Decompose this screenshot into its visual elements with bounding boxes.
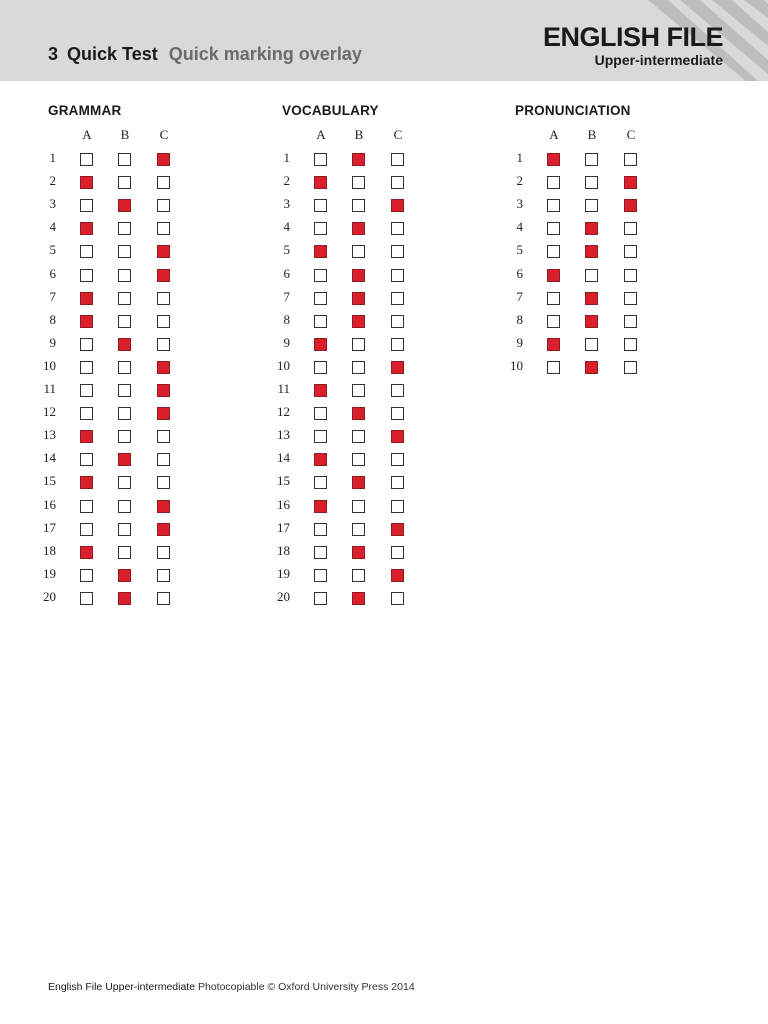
answer-box-c-marked xyxy=(157,245,170,258)
answer-box-a xyxy=(547,361,560,374)
answer-box-a xyxy=(80,269,93,282)
question-row xyxy=(282,335,482,358)
answer-box-a xyxy=(80,199,93,212)
question-number: 5 xyxy=(49,242,56,258)
answer-box-c xyxy=(624,269,637,282)
question-row xyxy=(43,519,248,543)
answer-box-a xyxy=(314,407,327,420)
question-number: 2 xyxy=(49,173,56,189)
answer-box-b xyxy=(118,407,131,420)
question-row xyxy=(515,312,715,335)
answer-box-b xyxy=(352,361,365,374)
question-row xyxy=(48,312,248,335)
question-row xyxy=(282,242,482,265)
column-label-c: C xyxy=(159,127,169,142)
question-row xyxy=(277,588,482,612)
answer-box-b-marked xyxy=(352,407,365,420)
answer-box-a xyxy=(314,546,327,559)
question-row xyxy=(277,519,482,543)
answer-box-b-marked xyxy=(352,476,365,489)
question-row xyxy=(43,357,248,381)
answer-box-b xyxy=(118,523,131,536)
answer-box-c xyxy=(157,176,170,189)
question-number: 14 xyxy=(277,450,290,466)
question-row xyxy=(48,150,248,173)
answer-box-b xyxy=(585,338,598,351)
answer-box-c xyxy=(391,453,404,466)
question-number: 1 xyxy=(49,150,56,165)
answer-box-a xyxy=(314,430,327,443)
question-row xyxy=(43,473,248,496)
answer-box-a xyxy=(80,592,93,605)
answer-box-a xyxy=(80,453,93,466)
answer-box-c xyxy=(624,315,637,328)
answer-box-a-marked xyxy=(314,245,327,258)
answer-box-b xyxy=(352,245,365,258)
answer-box-b xyxy=(118,500,131,513)
answer-box-b-marked xyxy=(585,361,598,374)
answer-box-a xyxy=(547,199,560,212)
question-row xyxy=(282,266,482,289)
answer-box-a xyxy=(80,361,93,374)
question-number: 19 xyxy=(277,565,290,581)
answer-box-c-marked xyxy=(157,269,170,282)
question-row xyxy=(48,219,248,242)
question-number: 12 xyxy=(43,404,56,420)
answer-box-a-marked xyxy=(314,453,327,466)
answer-box-a xyxy=(314,476,327,489)
answer-box-a xyxy=(547,222,560,235)
question-row xyxy=(515,219,715,242)
answer-box-c xyxy=(157,315,170,328)
question-number: 4 xyxy=(283,219,290,235)
question-row xyxy=(515,150,715,173)
question-number: 10 xyxy=(43,357,56,373)
answer-box-c xyxy=(391,592,404,605)
answer-box-c xyxy=(157,199,170,212)
answer-box-c xyxy=(157,569,170,582)
answer-box-a xyxy=(547,245,560,258)
question-row xyxy=(282,150,482,173)
question-number: 11 xyxy=(277,381,290,396)
answer-box-a-marked xyxy=(547,338,560,351)
question-number: 5 xyxy=(516,242,523,258)
question-row xyxy=(43,588,248,612)
answer-box-c-marked xyxy=(157,153,170,166)
question-number: 16 xyxy=(43,496,56,512)
question-number: 11 xyxy=(43,381,56,396)
question-number: 15 xyxy=(277,473,290,489)
answer-box-b xyxy=(118,222,131,235)
answer-box-c-marked xyxy=(157,523,170,536)
question-row xyxy=(515,335,715,358)
answer-box-c xyxy=(391,476,404,489)
answer-box-a-marked xyxy=(547,153,560,166)
page-subtitle: Quick marking overlay xyxy=(168,44,362,64)
answer-box-b xyxy=(118,292,131,305)
answer-box-c-marked xyxy=(391,361,404,374)
question-row xyxy=(277,473,482,496)
question-number: 15 xyxy=(43,473,56,489)
answer-box-b xyxy=(585,176,598,189)
answer-box-c-marked xyxy=(391,523,404,536)
answer-box-b xyxy=(585,269,598,282)
answer-box-b xyxy=(585,153,598,166)
answer-box-b-marked xyxy=(352,546,365,559)
question-number: 6 xyxy=(283,265,290,281)
answer-box-b-marked xyxy=(352,292,365,305)
answer-box-c xyxy=(624,338,637,351)
question-number: 2 xyxy=(516,173,523,189)
answer-box-b-marked xyxy=(118,569,131,582)
answer-box-b-marked xyxy=(118,199,131,212)
answer-box-a-marked xyxy=(80,315,93,328)
answer-box-c xyxy=(157,592,170,605)
answer-box-c-marked xyxy=(391,199,404,212)
question-row xyxy=(43,496,248,520)
answer-box-c xyxy=(624,222,637,235)
question-row xyxy=(510,357,715,381)
question-row xyxy=(277,496,482,520)
question-row xyxy=(282,173,482,196)
question-number: 20 xyxy=(277,588,290,604)
question-row xyxy=(43,427,248,450)
question-row xyxy=(43,404,248,427)
page-footer xyxy=(48,981,415,993)
brand-level: Upper-intermediate xyxy=(594,52,723,68)
answer-box-b xyxy=(118,176,131,189)
column-label-a: A xyxy=(316,127,326,142)
answer-box-c-marked xyxy=(391,569,404,582)
answer-box-b xyxy=(118,546,131,559)
answer-box-b-marked xyxy=(585,292,598,305)
question-row xyxy=(48,196,248,219)
question-row xyxy=(43,381,248,404)
answer-box-a xyxy=(314,153,327,166)
answer-box-c xyxy=(391,245,404,258)
question-row xyxy=(277,381,482,404)
section-title: PRONUNCIATION xyxy=(515,103,631,118)
question-number: 1 xyxy=(516,150,523,165)
section-title: GRAMMAR xyxy=(48,103,122,118)
answer-box-b xyxy=(118,245,131,258)
answer-box-b xyxy=(352,453,365,466)
question-number: 16 xyxy=(277,496,290,512)
answer-box-b xyxy=(118,430,131,443)
test-label: Quick Test xyxy=(67,44,158,64)
column-label-a: A xyxy=(549,127,559,142)
answer-box-a xyxy=(80,384,93,397)
question-number: 2 xyxy=(283,173,290,189)
question-number: 3 xyxy=(49,196,56,212)
answer-box-a xyxy=(547,292,560,305)
answer-box-a xyxy=(314,315,327,328)
answer-box-b xyxy=(118,384,131,397)
question-row xyxy=(277,542,482,566)
answer-box-c-marked xyxy=(391,430,404,443)
answer-box-b-marked xyxy=(352,592,365,605)
answer-box-a-marked xyxy=(80,476,93,489)
column-label-b: B xyxy=(354,127,364,142)
question-number: 9 xyxy=(283,334,290,350)
answer-box-b xyxy=(352,500,365,513)
column-label-c: C xyxy=(393,127,403,142)
question-row xyxy=(277,427,482,450)
answer-box-a xyxy=(80,523,93,536)
answer-box-a-marked xyxy=(314,338,327,351)
answer-box-a xyxy=(314,569,327,582)
answer-box-b-marked xyxy=(352,153,365,166)
answer-box-c xyxy=(157,292,170,305)
answer-box-b xyxy=(352,199,365,212)
footer-copyright: Photocopiable © Oxford University Press 2014 xyxy=(195,981,415,993)
answer-box-a xyxy=(80,338,93,351)
answer-box-c-marked xyxy=(624,176,637,189)
answer-box-c-marked xyxy=(157,500,170,513)
question-number: 20 xyxy=(43,588,56,604)
question-number: 9 xyxy=(49,334,56,350)
question-number: 13 xyxy=(277,427,290,443)
question-number: 13 xyxy=(43,427,56,443)
answer-box-c xyxy=(391,407,404,420)
answer-box-c xyxy=(391,338,404,351)
answer-box-a xyxy=(547,315,560,328)
answer-box-b-marked xyxy=(352,222,365,235)
answer-box-c xyxy=(391,546,404,559)
question-number: 8 xyxy=(283,311,290,327)
answer-box-b-marked xyxy=(118,453,131,466)
answer-box-a xyxy=(80,153,93,166)
question-row xyxy=(515,196,715,219)
answer-box-a xyxy=(80,500,93,513)
answer-box-a xyxy=(314,523,327,536)
question-row xyxy=(282,219,482,242)
answer-box-c xyxy=(157,546,170,559)
answer-box-b xyxy=(352,384,365,397)
answer-box-a xyxy=(547,176,560,189)
answer-box-c xyxy=(391,500,404,513)
question-number: 10 xyxy=(510,357,523,373)
question-number: 8 xyxy=(516,311,523,327)
answer-box-b-marked xyxy=(118,338,131,351)
column-label-a: A xyxy=(82,127,92,142)
answer-box-a xyxy=(80,245,93,258)
answer-box-b xyxy=(118,315,131,328)
question-number: 7 xyxy=(516,288,523,304)
question-number: 4 xyxy=(49,219,56,235)
column-label-b: B xyxy=(120,127,130,142)
question-row xyxy=(277,450,482,473)
answer-box-b xyxy=(118,476,131,489)
answer-box-b-marked xyxy=(352,269,365,282)
answer-box-b xyxy=(352,176,365,189)
question-number: 17 xyxy=(277,519,290,535)
answer-box-b-marked xyxy=(585,315,598,328)
question-row xyxy=(277,357,482,381)
answer-box-a-marked xyxy=(547,269,560,282)
question-number: 3 xyxy=(516,196,523,212)
answer-box-c xyxy=(391,292,404,305)
question-row xyxy=(515,173,715,196)
answer-box-a xyxy=(314,292,327,305)
answer-box-a-marked xyxy=(80,292,93,305)
question-number: 18 xyxy=(43,542,56,558)
answer-box-c xyxy=(624,292,637,305)
column-label-c: C xyxy=(626,127,636,142)
answer-box-b xyxy=(352,569,365,582)
question-row xyxy=(282,312,482,335)
question-number: 12 xyxy=(277,404,290,420)
answer-box-b xyxy=(352,523,365,536)
question-row xyxy=(515,289,715,312)
question-number: 7 xyxy=(49,288,56,304)
answer-box-c xyxy=(157,453,170,466)
question-row xyxy=(277,404,482,427)
question-row xyxy=(48,173,248,196)
answer-box-c xyxy=(391,176,404,189)
question-number: 9 xyxy=(516,334,523,350)
question-number: 10 xyxy=(277,357,290,373)
page-title xyxy=(48,44,362,65)
question-number: 6 xyxy=(516,265,523,281)
answer-box-c-marked xyxy=(157,361,170,374)
question-row xyxy=(48,335,248,358)
column-label-b: B xyxy=(587,127,597,142)
question-number: 1 xyxy=(283,150,290,165)
question-row xyxy=(48,242,248,265)
answer-box-c xyxy=(391,222,404,235)
answer-box-a-marked xyxy=(80,430,93,443)
question-number: 7 xyxy=(283,288,290,304)
question-number: 4 xyxy=(516,219,523,235)
answer-box-a-marked xyxy=(80,176,93,189)
question-row xyxy=(48,266,248,289)
question-row xyxy=(48,289,248,312)
answer-box-a xyxy=(314,361,327,374)
question-number: 8 xyxy=(49,311,56,327)
answer-box-c xyxy=(624,153,637,166)
question-number: 5 xyxy=(283,242,290,258)
answer-box-a xyxy=(314,269,327,282)
answer-box-c xyxy=(624,361,637,374)
page-header xyxy=(0,0,768,81)
answer-box-a xyxy=(314,199,327,212)
question-row xyxy=(43,565,248,589)
question-row xyxy=(515,266,715,289)
answer-box-b-marked xyxy=(585,222,598,235)
question-row xyxy=(277,565,482,589)
question-row xyxy=(43,542,248,566)
answer-box-b xyxy=(118,269,131,282)
answer-box-a xyxy=(80,407,93,420)
question-number: 18 xyxy=(277,542,290,558)
answer-box-c xyxy=(391,384,404,397)
question-number: 19 xyxy=(43,565,56,581)
answer-box-a xyxy=(314,592,327,605)
answer-box-a-marked xyxy=(80,222,93,235)
answer-box-c xyxy=(391,269,404,282)
answer-box-b xyxy=(118,153,131,166)
question-number: 14 xyxy=(43,450,56,466)
answer-box-b xyxy=(352,430,365,443)
answer-box-a xyxy=(314,222,327,235)
answer-box-c xyxy=(157,338,170,351)
question-number: 17 xyxy=(43,519,56,535)
answer-box-a-marked xyxy=(314,176,327,189)
footer-title: English File Upper-intermediate xyxy=(48,981,196,993)
answer-box-c xyxy=(624,245,637,258)
answer-box-c xyxy=(391,315,404,328)
test-number: 3 xyxy=(48,44,59,64)
question-number: 6 xyxy=(49,265,56,281)
answer-box-a xyxy=(80,569,93,582)
question-row xyxy=(515,242,715,265)
brand-name: ENGLISH FILE xyxy=(542,22,723,52)
answer-box-b-marked xyxy=(118,592,131,605)
answer-box-a-marked xyxy=(80,546,93,559)
question-row xyxy=(282,289,482,312)
answer-box-b xyxy=(585,199,598,212)
answer-box-a-marked xyxy=(314,500,327,513)
answer-box-b-marked xyxy=(585,245,598,258)
answer-box-b-marked xyxy=(352,315,365,328)
answer-box-c xyxy=(391,153,404,166)
answer-box-c xyxy=(157,222,170,235)
answer-box-c-marked xyxy=(157,384,170,397)
question-row xyxy=(43,450,248,473)
answer-box-b xyxy=(118,361,131,374)
answer-box-b xyxy=(352,338,365,351)
answer-box-c-marked xyxy=(157,407,170,420)
answer-box-c xyxy=(157,430,170,443)
answer-box-c xyxy=(157,476,170,489)
question-row xyxy=(282,196,482,219)
answer-box-a-marked xyxy=(314,384,327,397)
section-title: VOCABULARY xyxy=(282,103,379,118)
question-number: 3 xyxy=(283,196,290,212)
answer-box-c-marked xyxy=(624,199,637,212)
brand-logo xyxy=(543,22,723,68)
